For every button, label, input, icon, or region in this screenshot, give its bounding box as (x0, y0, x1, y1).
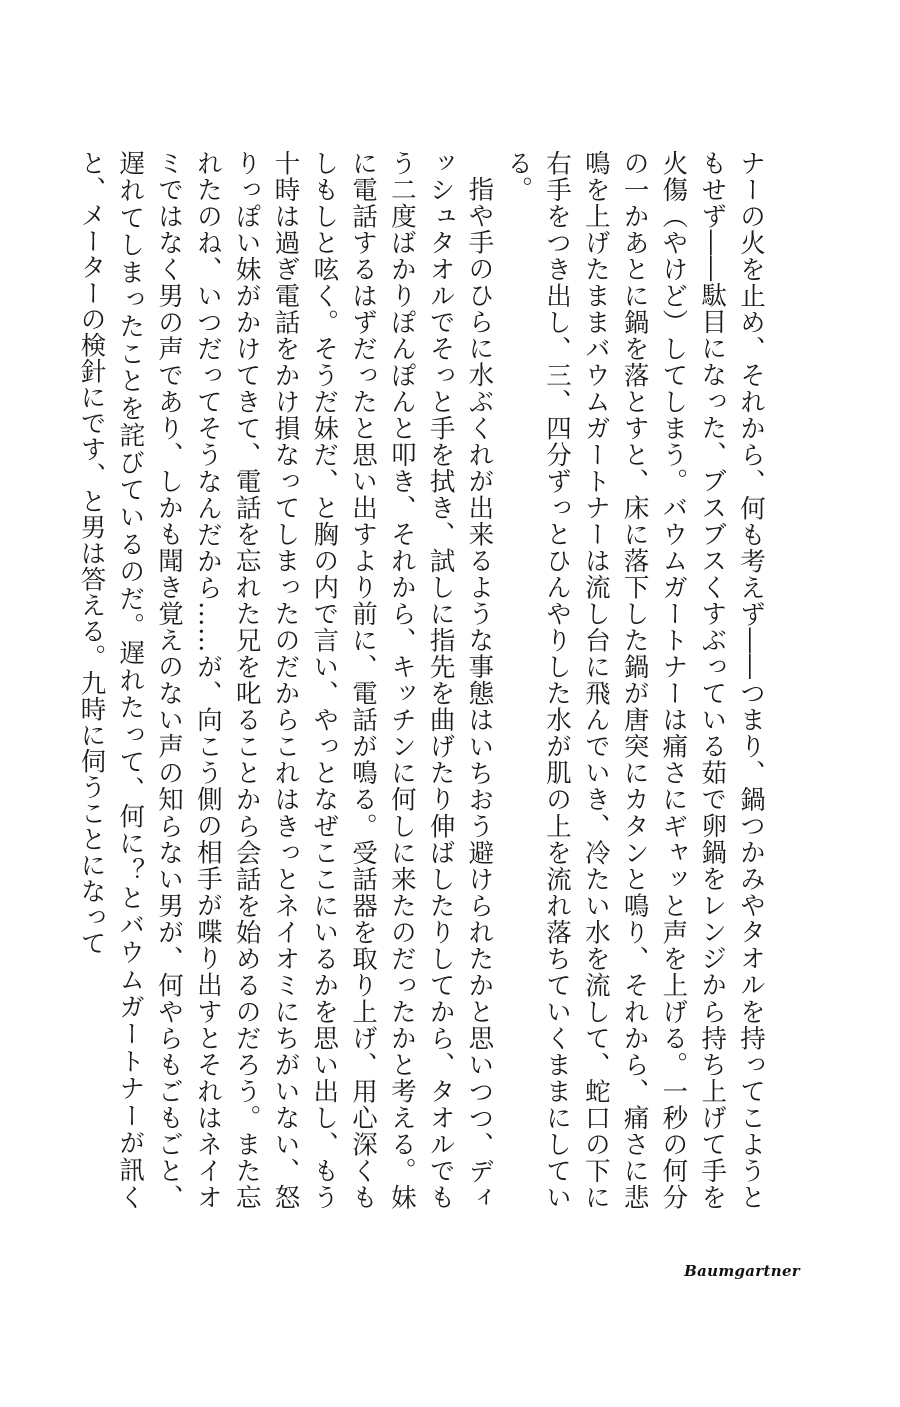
running-title: Baumgartner (684, 1262, 800, 1280)
vertical-text-block (76, 150, 770, 1210)
paragraph-1: ナーの火を止め、それから、何も考えず――つまり、鍋つかみやタオルを持ってこようともせず――駄目になった、ブスブスくすぶっている茹で卵鍋をレンジから持ち上げて手を火傷（やけど）してしまう。バウムガートナーは痛さにギャッと声を上げる。一秒の何分の一かあとに鍋を落とすと、床に落下した鍋が唐突にカタンと鳴り、それから、痛さに悲鳴を上げたままバウムガートナーは流し台に飛んでいき、冷たい水を流して、蛇口の下に右手をつき出し、三、四分ずっとひんやりした水が肌の上を流れ落ちていくままにしている。 (503, 150, 766, 1210)
paragraph-2: 指や手のひらに水ぶくれが出来るような事態はいちおう避けられたかと思いつつ、ディッシュタオルでそっと手を拭き、試しに指先を曲げたり伸ばしたりしてから、タオルでもう二度ばかりぽんぽんと叩き、それから、キッチンに何しに来たのだったかと考える。妹に電話するはずだったと思い出すより前に、電話が鳴る。受話器を取り上げ、用心深くもしもしと呟く。そうだ妹だ、と胸の内で言い、やっとなぜここにいるかを思い出し、もう十時は過ぎ電話をかけ損なってしまったのだからこれはきっとネイオミにちがいない、怒りっぽい妹がかけてきて、電話を忘れた兄を叱ることから会話を始めるのだろう。また忘れたのね、いつだってそうなんだから……が、向こう側の相手が喋り出すとそれはネイオミではなく男の声であり、しかも聞き覚えのない声の知らない男が、何やらもごもごと、遅れてしまったことを詫びているのだ。遅れたって、何に？とバウムガートナーが訊くと、メーターの検針にです、と男は答える。九時に伺うことになって (76, 150, 495, 1210)
